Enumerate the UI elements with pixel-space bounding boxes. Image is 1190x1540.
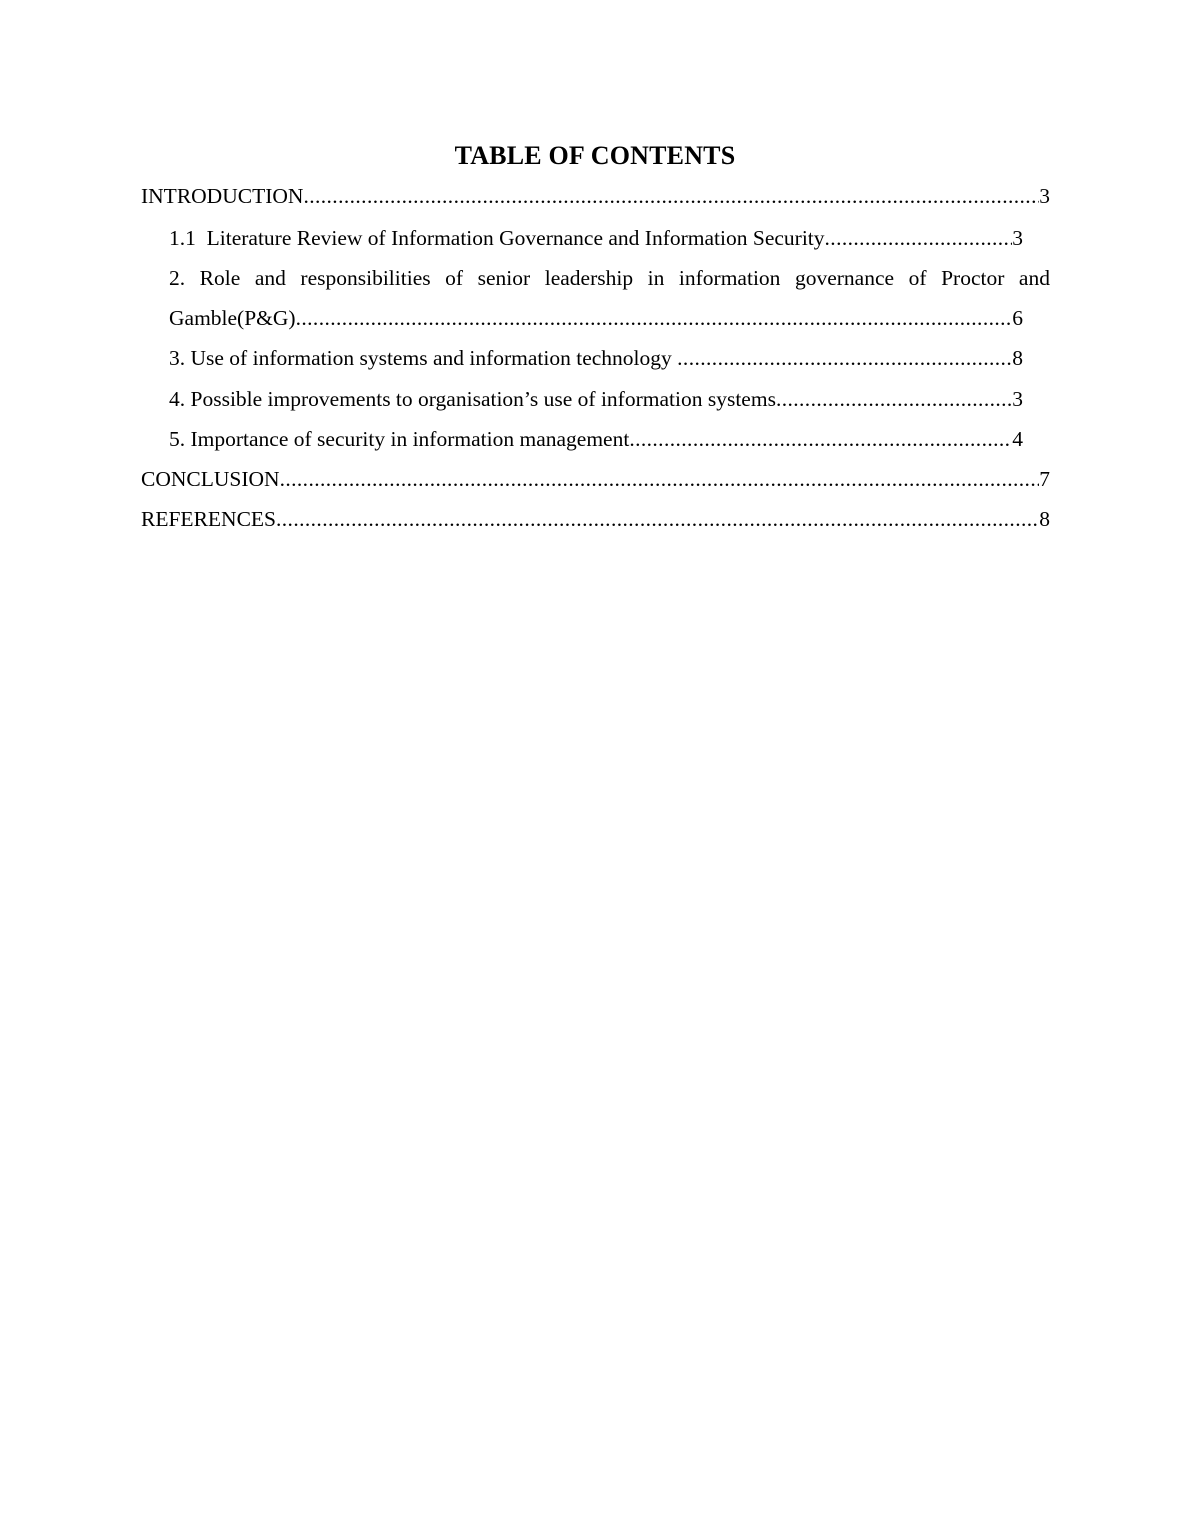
toc-word: of (908, 266, 927, 290)
toc-word: and (254, 266, 286, 290)
dot-leader (280, 459, 1040, 499)
toc-word: and (1018, 266, 1050, 290)
toc-entry-label: INTRODUCTION (141, 184, 304, 208)
toc-entry-label: CONCLUSION (141, 467, 280, 491)
toc-word: of (445, 266, 464, 290)
toc-word: in (647, 266, 665, 290)
toc-entry-conclusion[interactable] (141, 459, 1050, 499)
toc-entry-information-systems[interactable] (169, 338, 1023, 378)
toc-entry-label: 4. Possible improvements to organisation’s use of information systems (169, 387, 776, 411)
dot-leader (276, 499, 1039, 539)
toc-word: 2. (169, 266, 186, 290)
toc-word: information (678, 266, 781, 290)
toc-word: governance (794, 266, 895, 290)
dot-leader (296, 298, 1013, 338)
toc-page-number: 3 (1039, 184, 1050, 208)
toc-entry-label: REFERENCES (141, 507, 276, 531)
toc-entry-role-line1[interactable] (169, 258, 1050, 298)
dot-leader (677, 338, 1012, 378)
toc-page-number: 6 (1012, 306, 1023, 330)
toc-page-number: 3 (1012, 387, 1023, 411)
toc-page-number: 4 (1012, 427, 1023, 451)
toc-entry-label: Gamble(P&G) (169, 306, 296, 330)
toc-entry-possible-improvements[interactable] (169, 379, 1023, 419)
toc-word: senior (477, 266, 531, 290)
toc-entry-role-line2[interactable] (169, 298, 1023, 338)
toc-page-number: 3 (1012, 226, 1023, 250)
toc-entry-label: 1.1 Literature Review of Information Governance and Information Security (169, 226, 825, 250)
toc-page-number: 7 (1039, 467, 1050, 491)
toc-word: Role (199, 266, 241, 290)
toc-entry-literature-review[interactable] (169, 218, 1023, 258)
dot-leader (303, 176, 1039, 216)
dot-leader (825, 218, 1013, 258)
toc-entry-introduction[interactable] (141, 176, 1050, 216)
toc-heading: TABLE OF CONTENTS (454, 141, 736, 170)
toc-page-number: 8 (1012, 346, 1023, 370)
toc-entry-label: 5. Importance of security in information management (169, 427, 630, 451)
toc-entry-references[interactable] (141, 499, 1050, 539)
dot-leader (776, 379, 1012, 419)
toc-entry-label: 3. Use of information systems and information technology (169, 346, 678, 370)
toc-word: responsibilities (300, 266, 431, 290)
toc-word: leadership (544, 266, 634, 290)
dot-leader (629, 419, 1012, 459)
toc-entry-importance-of-security[interactable] (169, 419, 1023, 459)
toc-page-number: 8 (1039, 507, 1050, 531)
toc-word: Proctor (941, 266, 1005, 290)
